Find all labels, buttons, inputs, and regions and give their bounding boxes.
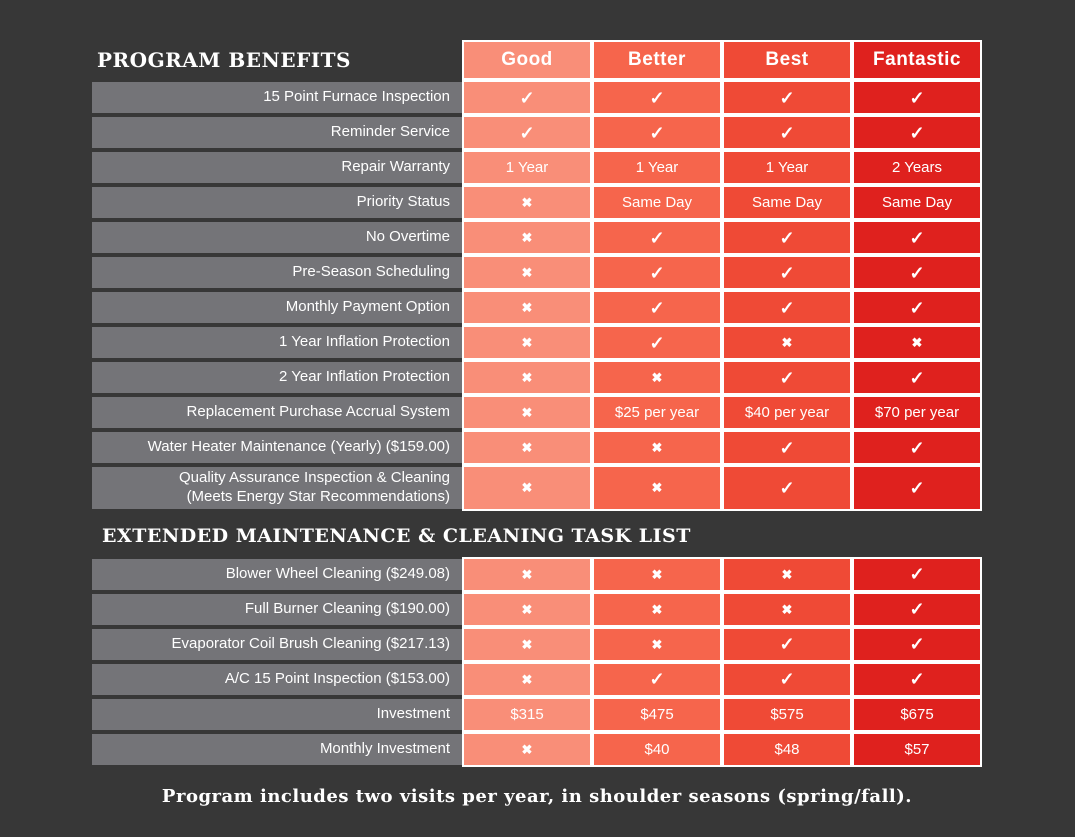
plan-cell-best (722, 732, 852, 767)
cross-icon: ✖ (521, 741, 533, 757)
plan-cell-good (462, 255, 592, 290)
plan-cell-better (592, 185, 722, 220)
benefit-section (92, 40, 982, 511)
plan-cell-better (592, 732, 722, 767)
row-label (92, 187, 462, 218)
cross-icon: ✖ (651, 440, 663, 455)
benefit-row (92, 325, 982, 360)
cell-value: $315 (510, 705, 544, 723)
plan-cell-fantastic (852, 592, 982, 627)
row-label-text: Reminder Service (330, 123, 450, 141)
row-label-text: Priority Status (356, 193, 450, 211)
plan-cell-best (722, 592, 852, 627)
benefit-row (92, 592, 982, 627)
plan-cell-good (462, 592, 592, 627)
plan-header-best: Best (722, 40, 852, 80)
plan-cell-better (592, 395, 722, 430)
plan-cell-good (462, 185, 592, 220)
section-title: PROGRAM BENEFITS (97, 47, 351, 72)
check-icon: ✓ (779, 669, 795, 689)
check-icon: ✓ (909, 477, 925, 498)
plan-header-better: Better (592, 40, 722, 80)
plan-cell-best (722, 430, 852, 465)
cell-value: $40 (644, 740, 670, 758)
benefit-row (92, 185, 982, 220)
check-icon: ✓ (649, 332, 665, 353)
row-label (92, 257, 462, 288)
cross-icon: ✖ (781, 566, 793, 582)
plan-cell-good (462, 395, 592, 430)
check-icon: ✓ (909, 87, 925, 108)
comparison-tables (92, 40, 982, 767)
benefit-row (92, 732, 982, 767)
plan-cell-good (462, 150, 592, 185)
cell-value: $575 (770, 705, 804, 723)
cross-icon: ✖ (521, 195, 533, 210)
row-label (92, 152, 462, 183)
plan-cell-good (462, 465, 592, 511)
check-icon: ✓ (779, 227, 795, 248)
check-icon: ✓ (909, 297, 925, 318)
benefit-row (92, 115, 982, 150)
plan-cell-better (592, 697, 722, 732)
plan-cell-better (592, 557, 722, 592)
plan-cell-good (462, 557, 592, 592)
cross-icon: ✖ (651, 566, 663, 582)
check-icon: ✓ (779, 477, 795, 498)
plan-cell-fantastic (852, 662, 982, 697)
check-icon: ✓ (909, 599, 925, 619)
plan-cell-best (722, 185, 852, 220)
plan-cell-better (592, 325, 722, 360)
check-icon: ✓ (649, 87, 665, 108)
plan-cell-better (592, 465, 722, 511)
row-label-text: 1 Year Inflation Protection (279, 333, 450, 351)
row-label-text: Repair Warranty (341, 158, 450, 176)
plan-cell-fantastic (852, 220, 982, 255)
plan-cell-best (722, 557, 852, 592)
row-label (92, 362, 462, 393)
cell-value: 2 Years (891, 159, 943, 176)
row-label-text: A/C 15 Point Inspection ($153.00) (224, 669, 450, 687)
plan-cell-best (722, 220, 852, 255)
row-label-text: 15 Point Furnace Inspection (263, 88, 450, 106)
plan-cell-better (592, 662, 722, 697)
check-icon: ✓ (909, 634, 925, 654)
check-icon: ✓ (779, 122, 795, 143)
cross-icon: ✖ (521, 300, 533, 315)
column-header-row (92, 40, 982, 80)
benefit-row (92, 465, 982, 511)
cross-icon: ✖ (521, 440, 533, 455)
plan-cell-best (722, 150, 852, 185)
plan-cell-fantastic (852, 325, 982, 360)
plan-cell-good (462, 627, 592, 662)
benefit-row (92, 360, 982, 395)
plan-cell-better (592, 592, 722, 627)
plan-cell-better (592, 220, 722, 255)
check-icon: ✓ (779, 634, 795, 654)
row-label-text: Quality Assurance Inspection & Cleaning (179, 469, 450, 486)
row-label-text: Replacement Purchase Accrual System (186, 403, 450, 421)
plan-cell-best (722, 662, 852, 697)
cross-icon: ✖ (911, 335, 923, 350)
check-icon: ✓ (909, 122, 925, 143)
row-label (92, 559, 462, 590)
check-icon: ✓ (779, 437, 795, 458)
row-label-text: Evaporator Coil Brush Cleaning ($217.13) (171, 634, 450, 652)
plan-cell-best (722, 115, 852, 150)
cross-icon: ✖ (521, 370, 533, 385)
row-label (92, 664, 462, 695)
plan-cell-fantastic (852, 732, 982, 767)
plan-cell-best (722, 360, 852, 395)
cell-value: Same Day (621, 194, 693, 211)
row-label (92, 222, 462, 253)
cell-value: 1 Year (505, 159, 549, 176)
plan-cell-better (592, 627, 722, 662)
plan-cell-better (592, 255, 722, 290)
plan-cell-best (722, 395, 852, 430)
row-label-text: No Overtime (365, 228, 450, 246)
benefit-row (92, 395, 982, 430)
plan-cell-fantastic (852, 80, 982, 115)
cell-value: $675 (900, 705, 934, 723)
row-label-text: Water Heater Maintenance (Yearly) ($159.00) (147, 438, 450, 456)
row-label (92, 117, 462, 148)
benefit-row (92, 290, 982, 325)
cell-value: 1 Year (765, 159, 809, 176)
benefit-row (92, 255, 982, 290)
row-label (92, 594, 462, 625)
plan-cell-good (462, 732, 592, 767)
footer-note: Program includes two visits per year, in shoulder seasons (spring/fall). (161, 785, 913, 807)
plan-header-fantastic: Fantastic (852, 40, 982, 80)
benefit-row (92, 557, 982, 592)
cross-icon: ✖ (521, 480, 533, 496)
cross-icon: ✖ (521, 601, 533, 617)
plan-cell-fantastic (852, 290, 982, 325)
plan-cell-fantastic (852, 465, 982, 511)
plan-cell-fantastic (852, 115, 982, 150)
row-label-text: 2 Year Inflation Protection (279, 368, 450, 386)
cross-icon: ✖ (521, 335, 533, 350)
plan-cell-fantastic (852, 557, 982, 592)
plan-cell-good (462, 697, 592, 732)
plan-cell-good (462, 290, 592, 325)
cell-value: $48 (774, 740, 800, 758)
row-label (92, 467, 462, 509)
row-label (92, 82, 462, 113)
row-label (92, 432, 462, 463)
plan-cell-better (592, 430, 722, 465)
plan-cell-good (462, 220, 592, 255)
benefit-row (92, 662, 982, 697)
row-label-text: Investment (376, 704, 450, 722)
plan-cell-good (462, 662, 592, 697)
plan-cell-fantastic (852, 697, 982, 732)
benefit-row (92, 220, 982, 255)
cross-icon: ✖ (781, 335, 793, 350)
cell-value: $25 per year (614, 404, 700, 421)
row-label-text: Blower Wheel Cleaning ($249.08) (225, 564, 450, 582)
plan-cell-fantastic (852, 430, 982, 465)
plan-cell-good (462, 360, 592, 395)
row-label-text: Pre-Season Scheduling (292, 263, 450, 281)
plan-cell-best (722, 290, 852, 325)
plan-cell-best (722, 80, 852, 115)
cell-value: $475 (640, 705, 674, 723)
cell-value: 1 Year (635, 159, 679, 176)
section-title-cell (92, 42, 462, 78)
check-icon: ✓ (909, 227, 925, 248)
plan-cell-better (592, 115, 722, 150)
plan-cell-good (462, 325, 592, 360)
cell-value: $40 per year (744, 404, 830, 421)
benefit-row (92, 80, 982, 115)
cross-icon: ✖ (781, 601, 793, 617)
cross-icon: ✖ (521, 230, 533, 245)
cross-icon: ✖ (651, 480, 663, 496)
row-label (92, 699, 462, 730)
benefit-row (92, 150, 982, 185)
plan-cell-fantastic (852, 255, 982, 290)
row-label (92, 397, 462, 428)
check-icon: ✓ (909, 262, 925, 283)
plan-cell-best (722, 627, 852, 662)
benefit-row (92, 627, 982, 662)
plan-cell-better (592, 360, 722, 395)
plan-cell-good (462, 430, 592, 465)
check-icon: ✓ (649, 262, 665, 283)
benefit-row (92, 697, 982, 732)
plan-cell-better (592, 150, 722, 185)
benefit-row (92, 430, 982, 465)
check-icon: ✓ (779, 262, 795, 283)
check-icon: ✓ (909, 437, 925, 458)
plan-cell-better (592, 80, 722, 115)
cross-icon: ✖ (651, 636, 663, 652)
cross-icon: ✖ (521, 566, 533, 582)
check-icon: ✓ (519, 87, 535, 108)
cross-icon: ✖ (521, 265, 533, 280)
row-label-text: Monthly Investment (319, 739, 450, 757)
plan-cell-good (462, 115, 592, 150)
check-icon: ✓ (779, 367, 795, 388)
cell-value: Same Day (881, 194, 953, 211)
plan-cell-fantastic (852, 627, 982, 662)
check-icon: ✓ (519, 122, 535, 143)
plan-cell-best (722, 465, 852, 511)
row-label-text-line2: (Meets Energy Star Recommendations) (186, 487, 450, 505)
check-icon: ✓ (779, 87, 795, 108)
check-icon: ✓ (909, 669, 925, 689)
plan-cell-better (592, 290, 722, 325)
benefit-section (92, 557, 982, 767)
plan-cell-best (722, 255, 852, 290)
check-icon: ✓ (909, 564, 925, 584)
check-icon: ✓ (909, 367, 925, 388)
plan-cell-good (462, 80, 592, 115)
cross-icon: ✖ (521, 636, 533, 652)
check-icon: ✓ (649, 669, 665, 689)
check-icon: ✓ (649, 227, 665, 248)
row-label-text: Full Burner Cleaning ($190.00) (244, 599, 450, 617)
check-icon: ✓ (649, 122, 665, 143)
check-icon: ✓ (649, 297, 665, 318)
cross-icon: ✖ (651, 370, 663, 385)
cross-icon: ✖ (521, 405, 533, 420)
plan-cell-fantastic (852, 360, 982, 395)
cross-icon: ✖ (651, 601, 663, 617)
cell-value: $70 per year (874, 404, 960, 421)
row-label (92, 327, 462, 358)
plan-cell-fantastic (852, 150, 982, 185)
plan-header-good: Good (462, 40, 592, 80)
row-label (92, 292, 462, 323)
cell-value: $57 (904, 740, 930, 758)
row-label-text: Monthly Payment Option (285, 298, 450, 316)
cell-value: Same Day (751, 194, 823, 211)
plan-cell-fantastic (852, 395, 982, 430)
plan-cell-best (722, 697, 852, 732)
section-title: EXTENDED MAINTENANCE & CLEANING TASK LIST (102, 524, 691, 547)
plan-cell-best (722, 325, 852, 360)
row-label (92, 734, 462, 765)
cross-icon: ✖ (521, 671, 533, 687)
check-icon: ✓ (779, 297, 795, 318)
plan-cell-fantastic (852, 185, 982, 220)
row-label (92, 629, 462, 660)
